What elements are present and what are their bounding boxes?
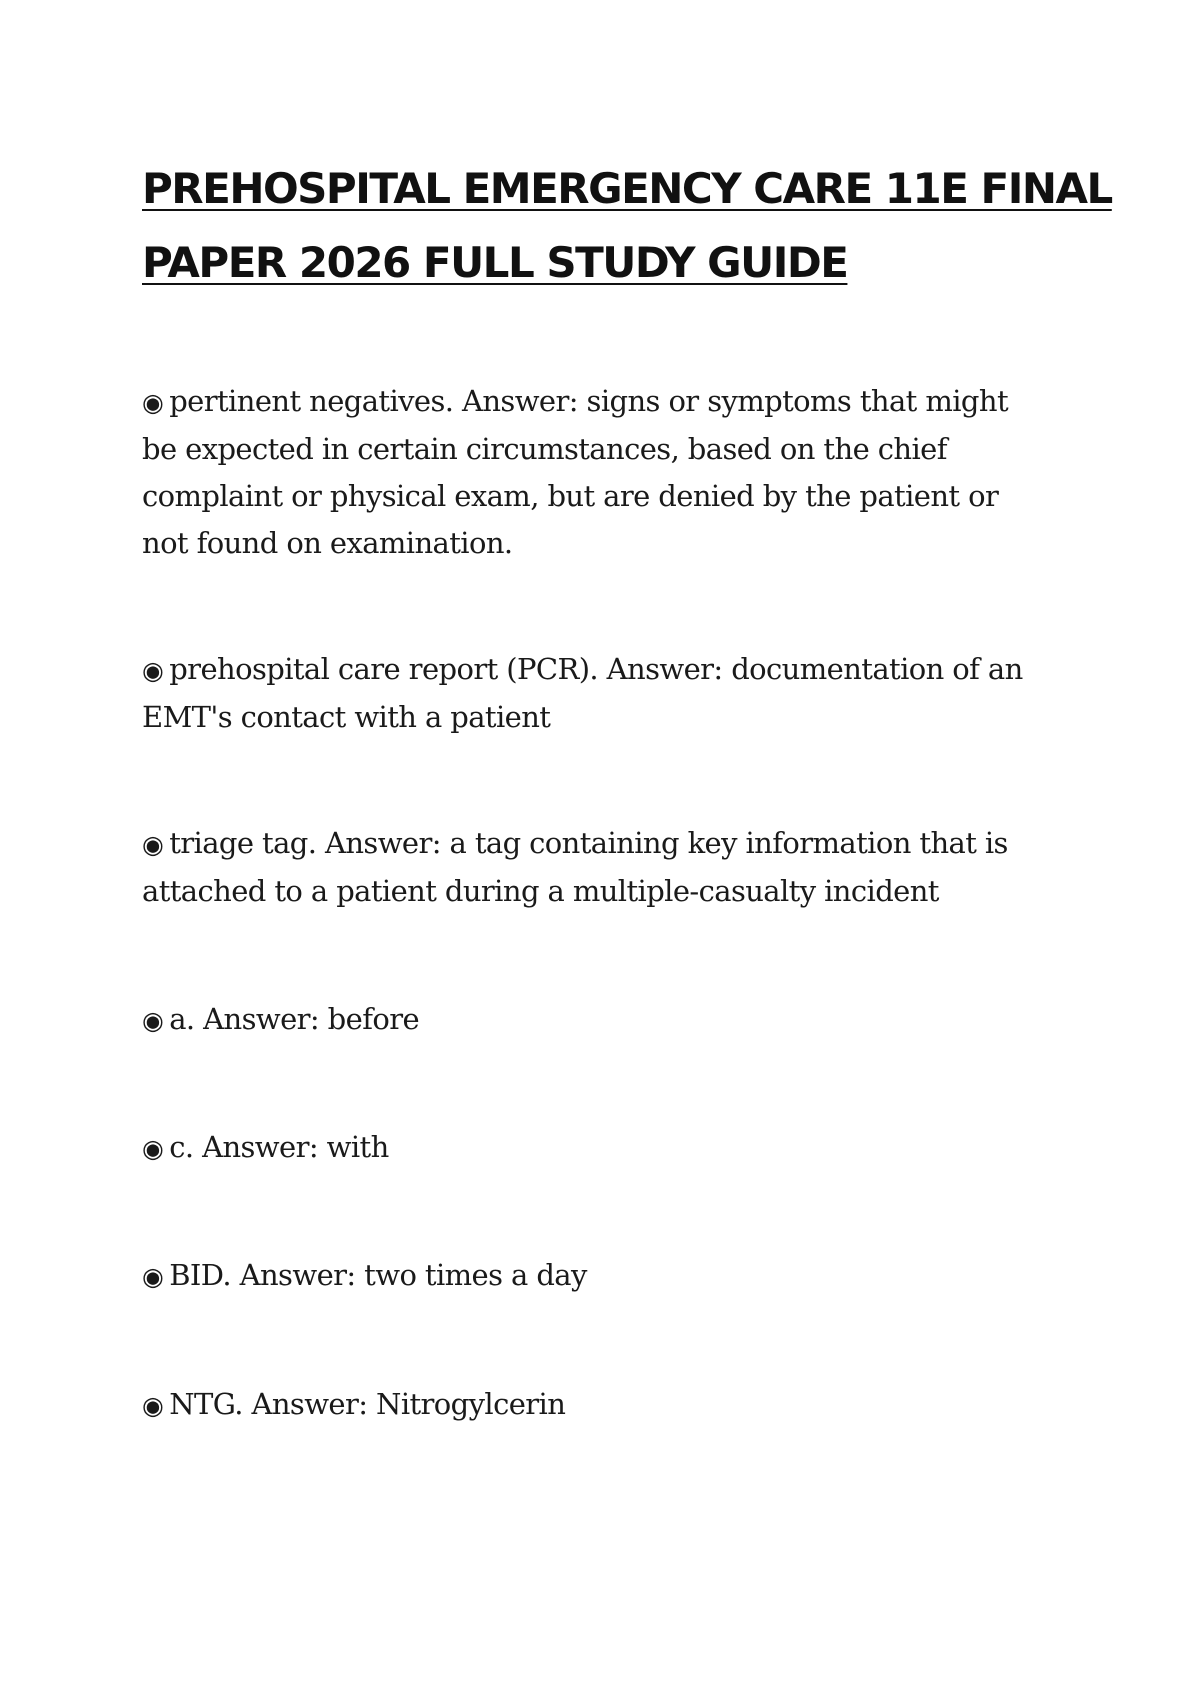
radio-bullet-icon: ◉ (142, 1262, 164, 1291)
entry-text: prehospital care report (PCR). Answer: documentation of an EMT's contact with a patient (142, 652, 1023, 734)
entry-text: a. Answer: before (169, 1002, 420, 1036)
radio-bullet-icon: ◉ (142, 1134, 164, 1163)
title-line-1: PREHOSPITAL EMERGENCY CARE 11E FINAL (142, 164, 1112, 213)
list-item (142, 1252, 1042, 1300)
radio-bullet-icon: ◉ (142, 1006, 164, 1035)
radio-bullet-icon: ◉ (142, 656, 164, 685)
list-item (142, 646, 1042, 741)
radio-bullet-icon: ◉ (142, 388, 164, 417)
list-item (142, 1381, 1042, 1429)
entry-text: BID. Answer: two times a day (169, 1258, 587, 1292)
list-item (142, 378, 1042, 567)
list-item (142, 996, 1042, 1044)
entry-text: c. Answer: with (169, 1130, 389, 1164)
page-title (142, 152, 1112, 300)
entry-text: pertinent negatives. Answer: signs or symptoms that might be expected in certain circumstances, based on the chief complaint or physical exam, but are denied by the patient or not found on examination. (142, 384, 1008, 560)
radio-bullet-icon: ◉ (142, 1391, 164, 1420)
entry-text: triage tag. Answer: a tag containing key information that is attached to a patient during a multiple-casualty incident (142, 826, 1008, 908)
entry-text: NTG. Answer: Nitrogylcerin (169, 1387, 566, 1421)
list-item (142, 1124, 1042, 1172)
list-item (142, 820, 1042, 915)
radio-bullet-icon: ◉ (142, 830, 164, 859)
title-line-2: PAPER 2026 FULL STUDY GUIDE (142, 238, 848, 287)
